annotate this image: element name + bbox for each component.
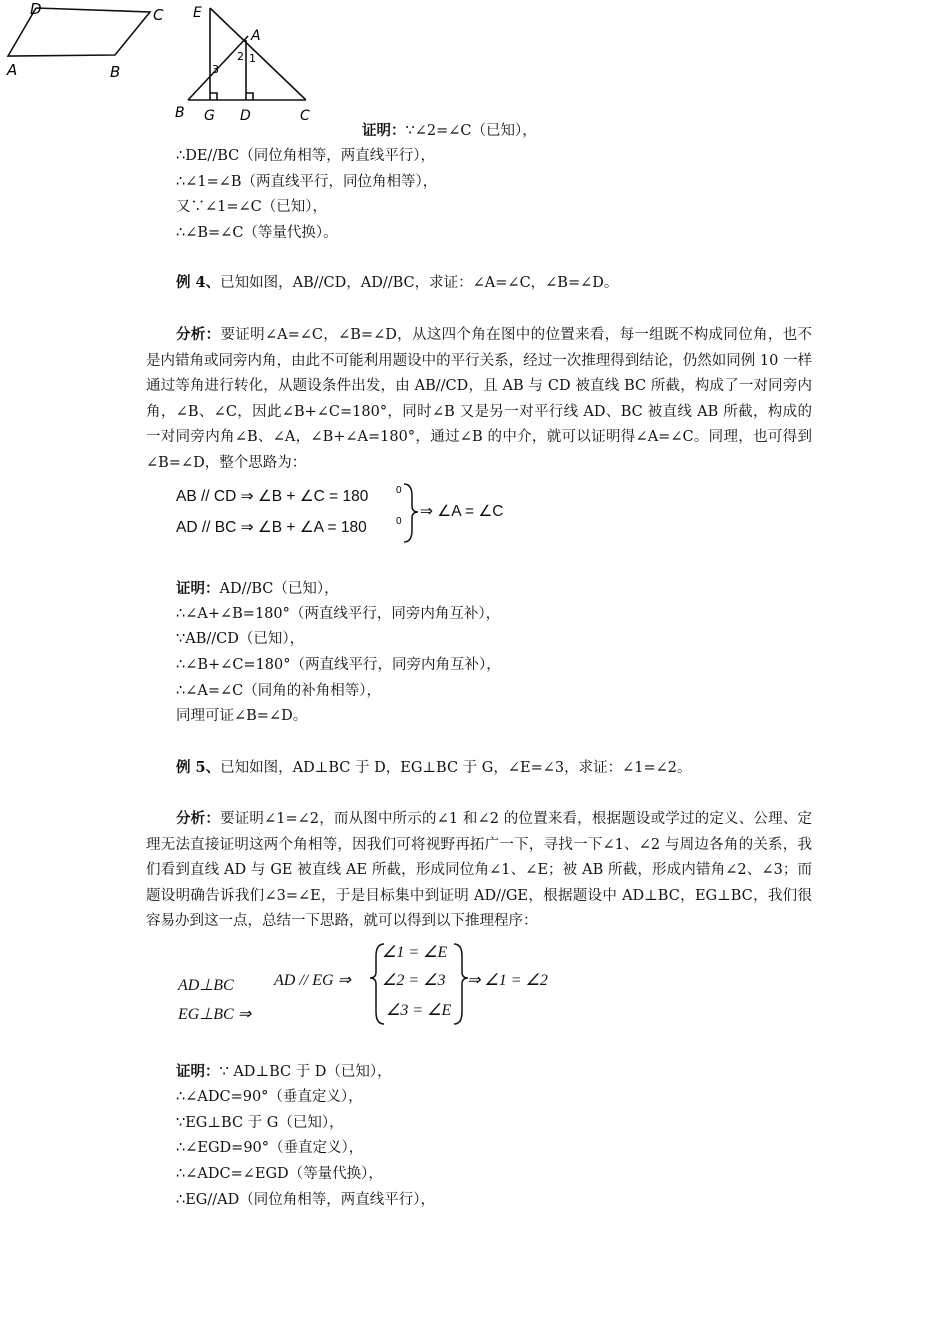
example5-proof-line0 [176,1063,392,1081]
label-C: C [153,6,164,24]
label-C2: C [300,108,310,124]
example4-analysis-text: 要证明∠A=∠C，∠B=∠D，从这四个角在图中的位置来看，每一组既不构成同位角，也不是内错角或同旁内角，由此不可能利用题设中的平行关系，经过一次推理得到结论，仍然如同例 10 一样通过等角进行转化，从题设条件出发，由 AB//CD，且 AB 与 CD 被直线 BC 所截，构成了一对同旁内角，∠B、∠C，因此∠B+∠C=180°，同时∠B 又是另一对平行线 AD、BC 被直线 AB 所截，构成的一对同旁内角∠B、∠A，∠B+∠A=180°，通过∠B 的中介，就可以证明得∠A=∠C。同理，也可得到∠B=∠D，整个思路为： [146,327,812,471]
example4-formula-sup1: 0 [396,485,402,496]
example5-analysis-head: 分析： [176,810,221,827]
label-B2: B [175,105,185,121]
example5-proof-line2: ∵EG⊥BC 于 G（已知）， [176,1115,344,1131]
label-G: G [204,108,215,124]
example4-proof-head: 证明： [176,580,220,597]
example4-proof-line2: ∵AB//CD（已知）， [176,631,305,647]
proof3-line4: ∴∠B=∠C（等量代换）。 [176,225,338,241]
label-E: E [193,5,202,21]
example4-proof-line4: ∴∠A=∠C（同角的补角相等）， [176,683,381,699]
example5-proof-head: 证明： [176,1063,220,1080]
example5-right-brace [454,944,468,1024]
example4-analysis [146,322,812,477]
example5-formula-ad: AD⊥BC [178,977,234,994]
example5-formula-mid: AD // EG ⇒ [274,972,351,989]
label-2: 2 [237,50,244,63]
example4-analysis-head: 分析： [176,326,221,343]
example4-proof-line0 [176,580,339,598]
example5-title [176,759,692,777]
label-D: D [30,0,42,18]
proof3-line3: 又∵∠1=∠C（已知）， [176,199,328,215]
example5-formula-result: ⇒ ∠1 = ∠2 [467,972,548,989]
proof3-l0: ∵∠2=∠C（已知）， [405,123,537,139]
proof3-line0 [362,122,537,140]
example5-formula-eg: EG⊥BC ⇒ [178,1006,252,1023]
label-A2: A [251,28,261,44]
example4-head: 例 4、 [176,274,221,291]
example5-analysis-text: 要证明∠1=∠2，而从图中所示的∠1 和∠2 的位置来看，根据题设或学过的定义、公理、定理无法直接证明这两个角相等，因我们可将视野再拓广一下，寻找一下∠1、∠2 与周边各角的关系，我们看到直线 AD 与 GE 被直线 AE 所截，形成同位角∠1、∠E；被 AB 所截，形成内错角∠2、∠3；而题设明确告诉我们∠3=∠E，于是目标集中到证明 AD//GE，根据题设中 AD⊥BC，EG⊥BC，我们很容易办到这一点，总结一下思路，就可以得到以下推理程序： [146,811,812,930]
label-B: B [110,63,121,81]
parallelogram-figure [0,0,175,85]
label-1: 1 [249,52,256,65]
example4-formula [170,478,530,548]
example5-formula-r3: ∠3 = ∠E [386,1002,452,1019]
label-3: 3 [212,63,219,76]
example5-formula-r2: ∠2 = ∠3 [382,972,446,989]
example4-formula-line2: AD // BC ⇒ ∠B + ∠A = 180 [176,519,367,536]
example4-proof-l0: AD//BC（已知）， [219,581,339,597]
triangle-figure [170,0,330,125]
label-D2: D [240,108,251,124]
proof3-line2: ∴∠1=∠B（两直线平行，同位角相等）， [176,174,438,190]
proof3-line1: ∴DE//BC（同位角相等，两直线平行）， [176,148,435,164]
proof3-head: 证明： [362,122,406,139]
example4-proof-line3: ∴∠B+∠C=180°（两直线平行，同旁内角互补）， [176,657,501,673]
example5-proof-line5: ∴EG//AD（同位角相等，两直线平行）， [176,1192,436,1208]
example4-formula-line1: AB // CD ⇒ ∠B + ∠C = 180 [176,488,369,505]
example5-formula [170,938,590,1030]
example4-formula-sup2: 0 [396,516,402,527]
label-A: A [7,61,18,79]
example4-right-brace [404,484,418,542]
example4-proof-line1: ∴∠A+∠B=180°（两直线平行，同旁内角互补）， [176,606,501,622]
example4-text: 已知如图，AB//CD，AD//BC，求证：∠A=∠C，∠B=∠D。 [220,275,619,291]
example5-head: 例 5、 [176,759,221,776]
example5-formula-r1: ∠1 = ∠E [382,944,448,961]
example5-proof-line3: ∴∠EGD=90°（垂直定义）， [176,1140,364,1156]
example4-proof-line5: 同理可证∠B=∠D。 [176,708,308,724]
example4-title [176,274,618,292]
example5-proof-l0: ∵ AD⊥BC 于 D（已知）， [219,1064,392,1080]
example5-text: 已知如图，AD⊥BC 于 D，EG⊥BC 于 G，∠E=∠3，求证：∠1=∠2。 [220,760,692,776]
example4-formula-result: ⇒ ∠A = ∠C [420,503,504,520]
example5-analysis [146,806,812,935]
example5-proof-line1: ∴∠ADC=90°（垂直定义）， [176,1089,363,1105]
example5-proof-line4: ∴∠ADC=∠EGD（等量代换）， [176,1166,383,1182]
